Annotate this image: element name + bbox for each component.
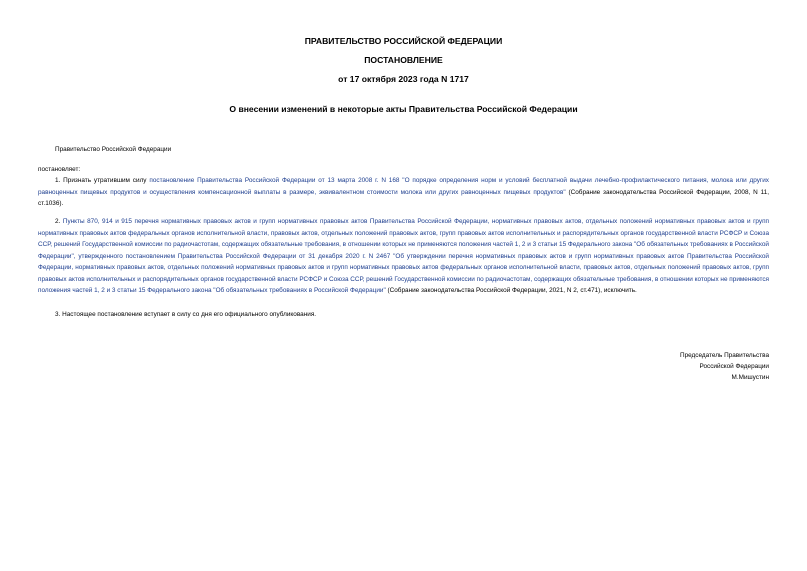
paragraph-1-link[interactable]: постановление Правительства Российской Федерации от 13 марта 2008 г. N 168 "О порядке определения норм и условий бесплатной выдачи лечебно-профилактического питания, молока или других равноценных пищевых продуктов и осуществления компенсационной выплаты в размере, эквивалентном стоимости молока или других равноценных пищевых продуктов" bbox=[38, 177, 769, 196]
document-date-number: от 17 октября 2023 года N 1717 bbox=[338, 74, 469, 84]
document-type: ПОСТАНОВЛЕНИЕ bbox=[364, 55, 443, 65]
decrees-label: постановляет: bbox=[38, 166, 81, 173]
paragraph-2-link[interactable]: Пункты 870, 914 и 915 перечня нормативных правовых актов и групп нормативных правовых актов Правительства Российской Федерации, нормативных правовых актов, отдельных положений нормативных правовых актов и групп нормативных правовых актов федеральных органов исполнительной власти, правовых актов, отдельных положений правовых актов, групп правовых актов исполнительных и распорядительных органов государственной власти РСФСР и Союза ССР, решений Государственной комиссии по радиочастотам, содержащих обязательные требования, в отношении которых не применяются положения частей 1, 2 и 3 статьи 15 Федерального закона "Об обязательных требованиях в Российской Федерации", утвержденного постановлением Правительства Российской Федерации от 31 декабря 2020 г. N 2467 "Об утверждении перечня нормативных правовых актов и групп нормативных правовых актов Правительства Российской Федерации, нормативных правовых актов, отдельных положений нормативных правовых актов и групп нормативных правовых актов федеральных органов исполнительной власти, правовых актов, отдельных положений правовых актов, групп правовых актов исполнительных и распорядительных органов государственной власти РСФСР и Союза ССР, решений Государственной комиссии по радиочастотам, содержащих обязательные требования, в отношении которых не применяются положения частей 1, 2 и 3 статьи 15 Федерального закона "Об обязательных требованиях в Российской Федерации" bbox=[38, 218, 770, 294]
paragraph-2-number: 2. bbox=[55, 218, 63, 225]
paragraph-1-tail: (Собрание законодательства Российской Федерации, 2008, N 11, ст.1036). bbox=[38, 188, 769, 207]
paragraph-1-number: 1. Признать утратившим силу bbox=[55, 177, 150, 184]
preamble-text: Правительство Российской Федерации bbox=[55, 146, 172, 153]
paragraph-2-tail: (Собрание законодательства Российской Федерации, 2021, N 2, ст.471), исключить. bbox=[385, 287, 637, 294]
paragraph-2 bbox=[38, 216, 769, 297]
preamble bbox=[38, 144, 769, 156]
signature-name: М.Мишустин bbox=[731, 374, 769, 381]
government-heading: ПРАВИТЕЛЬСТВО РОССИЙСКОЙ ФЕДЕРАЦИИ bbox=[304, 36, 503, 46]
paragraph-1 bbox=[38, 175, 769, 210]
document-title: О внесении изменений в некоторые акты Правительства Российской Федерации bbox=[229, 104, 578, 114]
signature-organization: Российской Федерации bbox=[699, 363, 769, 370]
signature-position: Председатель Правительства bbox=[680, 352, 769, 359]
paragraph-3: 3. Настоящее постановление вступает в силу со дня его официального опубликования. bbox=[55, 311, 317, 318]
signature-block bbox=[549, 350, 769, 383]
